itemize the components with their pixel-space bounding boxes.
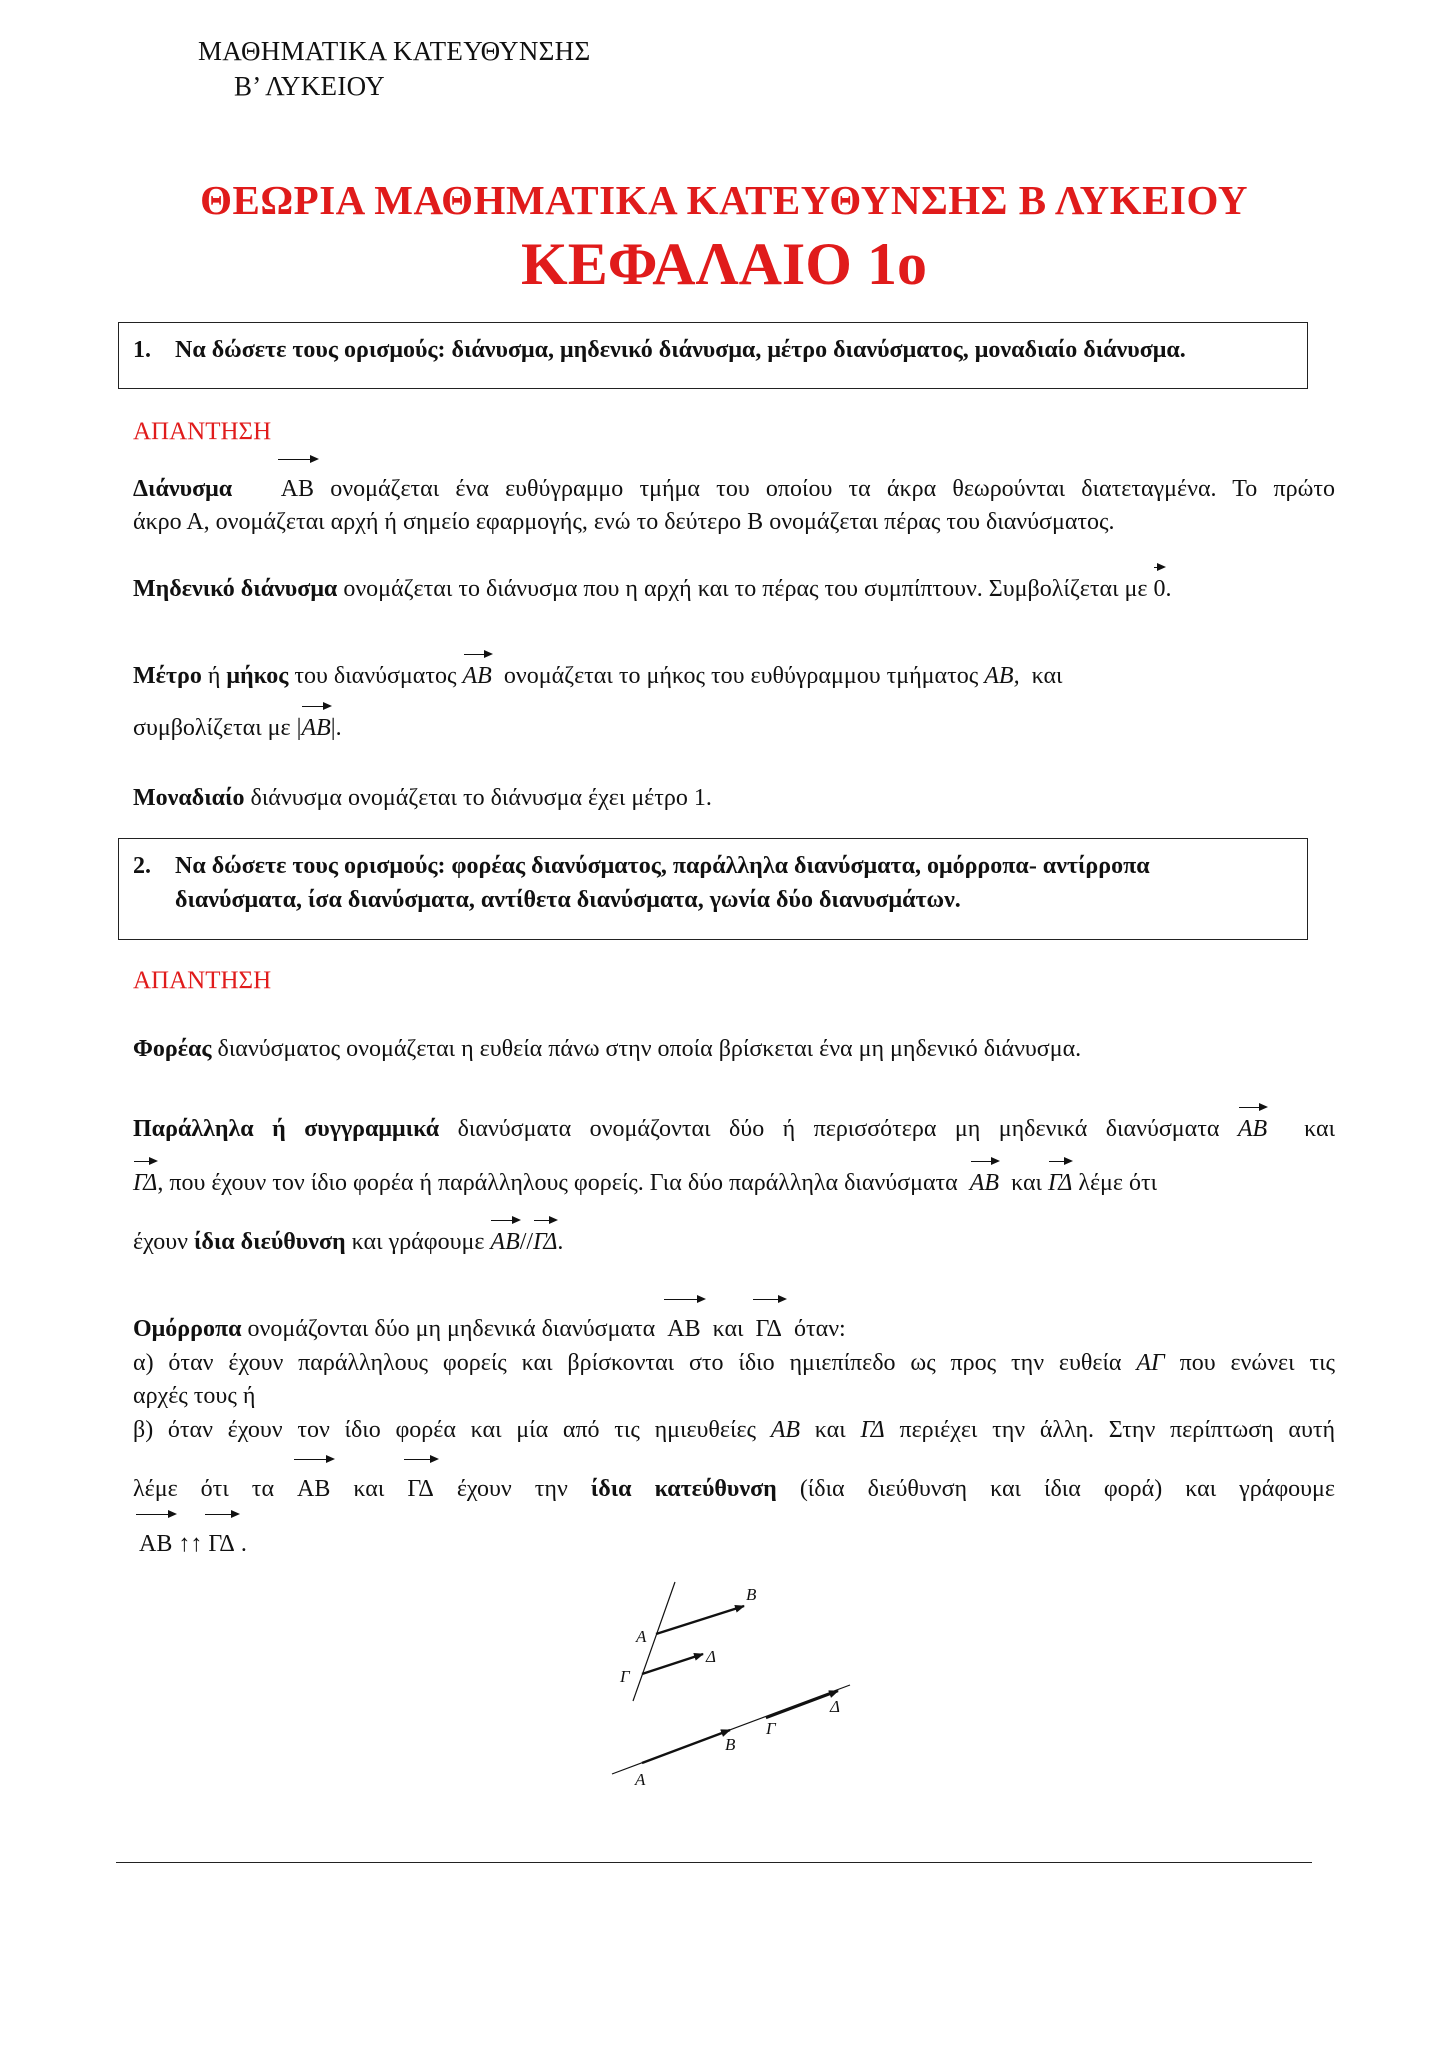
vector-gd: ΓΔ — [407, 1473, 433, 1506]
vector-gd: ΓΔ — [533, 1226, 557, 1259]
chapter-title: ΚΕΦΑΛΑΙΟ 1ο — [521, 231, 927, 297]
vector-ab: AB — [281, 473, 314, 506]
vector-ab: AB — [490, 1226, 519, 1259]
question-number: 2. — [133, 853, 151, 879]
definition-vector: Διάνυσμα AB ονομάζεται ένα ευθύγραμμο τμήμα του οποίου τα άκρα θεωρούνται διατεταγμένα. Το πρώτο — [133, 473, 1335, 506]
codirectional-notation: AB ↑↑ ΓΔ . — [133, 1528, 1335, 1561]
point-label-d: Δ — [830, 1697, 840, 1716]
question-box-2 — [118, 838, 1308, 940]
question-text-line2: διανύσματα, ίσα διανύσματα, αντίθετα διανύσματα, γωνία δύο διανυσμάτων. — [175, 887, 961, 913]
vector-gd-collinear-arrow — [766, 1691, 838, 1718]
question-text: Να δώσετε τους ορισμούς: διάνυσμα, μηδενικό διάνυσμα, μέτρο διανύσματος, μοναδιαίο διάνυσμα. — [175, 337, 1186, 363]
vector-ab: AB — [1238, 1113, 1267, 1146]
document-title: ΘΕΩΡΙΑ ΜΑΘΗΜΑΤΙΚΑ ΚΑΤΕΥΘΥΝΣΗΣ Β ΛΥΚΕΙΟΥ — [200, 177, 1248, 223]
vector-ab: AB — [301, 712, 330, 745]
definition-parallel-line2: ΓΔ, που έχουν τον ίδιο φορέα ή παράλληλους φορείς. Για δύο παράλληλα διανύσματα AB και ΓΔ λέμε ότι — [133, 1167, 1335, 1200]
vector-gd: ΓΔ — [756, 1313, 782, 1346]
definition-magnitude: Μέτρο ή μήκος του διανύσματος AB ονομάζεται το μήκος του ευθύγραμμου τμήματος AB, και — [133, 660, 1335, 693]
codirectional-case-b: β) όταν έχουν τον ίδιο φορέα και μία από τις ημιευθείες ΑΒ και ΓΔ περιέχει την άλλη. Στην περίπτωση αυτή — [133, 1417, 1336, 1443]
point-label-a: Α — [636, 1627, 647, 1646]
answer-label: ΑΠΑΝΤΗΣΗ — [133, 418, 272, 445]
definition-unit-vector: Μοναδιαίο διάνυσμα ονομάζεται το διάνυσμα έχει μέτρο 1. — [133, 785, 712, 811]
definition-zero-vector: Μηδενικό διάνυσμα ονομάζεται το διάνυσμα που η αρχή και το πέρας του συμπίπτουν. Συμβολίζεται με 0. — [133, 573, 1335, 606]
point-label-g: Γ — [766, 1719, 776, 1738]
vector-gd: ΓΔ — [208, 1528, 234, 1561]
question-number: 1. — [133, 337, 151, 363]
codirectional-conclusion: λέμε ότι τα AB και ΓΔ έχουν την ίδια κατεύθυνση (ίδια διεύθυνση και ίδια φορά) και γράφουμε — [133, 1473, 1335, 1506]
point-label-a: Α — [635, 1770, 646, 1788]
vector-ab-collinear-arrow — [642, 1730, 730, 1763]
codirectional-case-a: α) όταν έχουν παράλληλους φορείς και βρίσκονται στο ίδιο ημιεπίπεδο ως προς την ευθεία ΑΓ που ενώνει τις — [133, 1350, 1336, 1376]
answer-label: ΑΠΑΝΤΗΣΗ — [133, 967, 272, 994]
vector-gd: ΓΔ — [1048, 1167, 1072, 1200]
point-label-g: Γ — [620, 1667, 630, 1686]
header-subject: ΜΑΘΗΜΑΤΙΚΑ ΚΑΤΕΥΘΥΝΣΗΣ — [198, 36, 591, 66]
codirectional-case-a-line2: αρχές τους ή — [133, 1383, 256, 1409]
question-text: Να δώσετε τους ορισμούς: φορέας διανύσματος, παράλληλα διανύσματα, ομόρροπα- αντίρροπα — [175, 853, 1150, 879]
vector-ab: AB — [667, 1313, 700, 1346]
point-label-b: Β — [746, 1585, 757, 1604]
definition-parallel: Παράλληλα ή συγγραμμικά διανύσματα ονομάζονται δύο ή περισσότερα μη μηδενικά διανύσματα AB και — [133, 1113, 1335, 1146]
vector-gd: ΓΔ — [133, 1167, 157, 1200]
definition-parallel-line3: έχουν ίδια διεύθυνση και γράφουμε AB//ΓΔ. — [133, 1226, 1335, 1259]
footer-divider — [116, 1862, 1312, 1863]
vector-zero: 0 — [1153, 573, 1165, 606]
vector-ab: AB — [970, 1167, 999, 1200]
definition-carrier: Φορέας διανύσματος ονομάζεται η ευθεία πάνω στην οποία βρίσκεται ένα μη μηδενικό διάνυσμα. — [133, 1036, 1082, 1062]
vector-ab: AB — [463, 660, 492, 693]
header-grade: Β’ ΛΥΚΕΙΟΥ — [234, 71, 385, 101]
point-label-b: Β — [725, 1735, 736, 1754]
point-label-d: Δ — [706, 1647, 716, 1666]
definition-vector-line2: άκρο Α, ονομάζεται αρχή ή σημείο εφαρμογής, ενώ το δεύτερο Β ονομάζεται πέρας του διανύσματος. — [133, 509, 1115, 535]
vector-gd-arrow — [642, 1654, 703, 1674]
vector-ab: AB — [139, 1528, 172, 1561]
vector-ab-arrow — [656, 1606, 744, 1634]
definition-magnitude-line2: συμβολίζεται με |AB|. — [133, 712, 1335, 745]
page-header — [198, 34, 590, 104]
vector-ab: AB — [297, 1473, 330, 1506]
question-box-1 — [118, 322, 1308, 389]
codirectional-vectors-diagram — [600, 1568, 870, 1788]
definition-codirectional: Ομόρροπα ονομάζονται δύο μη μηδενικά διανύσματα AB και ΓΔ όταν: — [133, 1313, 1335, 1346]
